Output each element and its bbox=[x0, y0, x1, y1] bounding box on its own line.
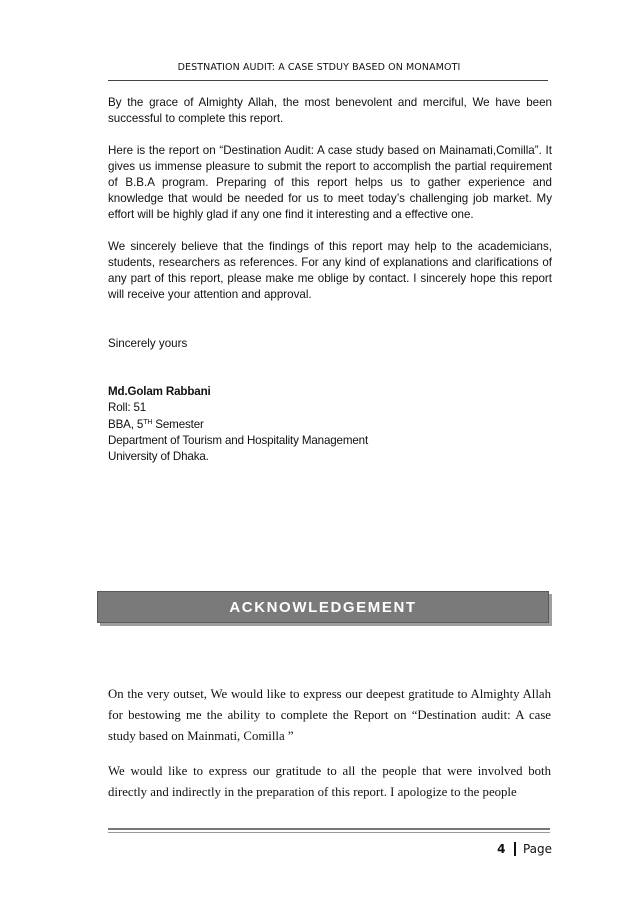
page-number bbox=[497, 842, 552, 856]
signatory-name: Md.Golam Rabbani bbox=[108, 385, 211, 398]
acknowledgement-banner bbox=[97, 591, 549, 623]
signatory-university: University of Dhaka. bbox=[108, 450, 209, 464]
signatory-roll: Roll: 51 bbox=[108, 401, 147, 415]
acknowledgement-paragraph-2: We would like to express our gratitude to all the people that were involved both directly and indirectly in the preparation of this report. I apologize to the people bbox=[108, 764, 551, 799]
page-label: Page bbox=[522, 842, 552, 856]
signature-block bbox=[108, 384, 368, 465]
signatory-program: BBA, 5TH Semester bbox=[108, 417, 204, 431]
page-number-value: 4 bbox=[497, 842, 506, 856]
running-header: DESTNATION AUDIT: A CASE STDUY BASED ON MONAMOTI bbox=[177, 62, 461, 73]
footer-rule-secondary bbox=[108, 832, 550, 833]
signatory-department: Department of Tourism and Hospitality Management bbox=[108, 433, 369, 447]
footer-rule bbox=[108, 828, 550, 830]
letter-paragraph-2: Here is the report on “Destination Audit: A case study based on Mainamati,Comilla”. It gives us immense pleasure to submit the report to accomplish the partial requirement of B.B.A program. Preparing of this report helps us to gather experience and knowledge that would be needed for us to meet today’s challenging job market. My effort will be highly glad if any one find it interesting and a effective one. bbox=[108, 144, 552, 221]
letter-paragraph-1: By the grace of Almighty Allah, the most benevolent and merciful, We have been successful to complete this report. bbox=[108, 96, 552, 125]
header-rule bbox=[108, 80, 548, 81]
acknowledgement-title: ACKNOWLEDGEMENT bbox=[229, 599, 417, 616]
acknowledgement-paragraph-1: On the very outset, We would like to express our deepest gratitude to Almighty Allah for bestowing me the ability to complete the Report on “Destination audit: A case study based on Mainmati, Comilla ” bbox=[108, 687, 551, 743]
letter-closing: Sincerely yours bbox=[108, 337, 188, 350]
letter-paragraph-3: We sincerely believe that the findings of this report may help to the academicians, students, researchers as references. For any kind of explanations and clarifications of any part of this report, please make me oblige by contact. I sincerely hope this report will receive your attention and approval. bbox=[108, 240, 552, 301]
page-number-separator bbox=[514, 842, 516, 856]
